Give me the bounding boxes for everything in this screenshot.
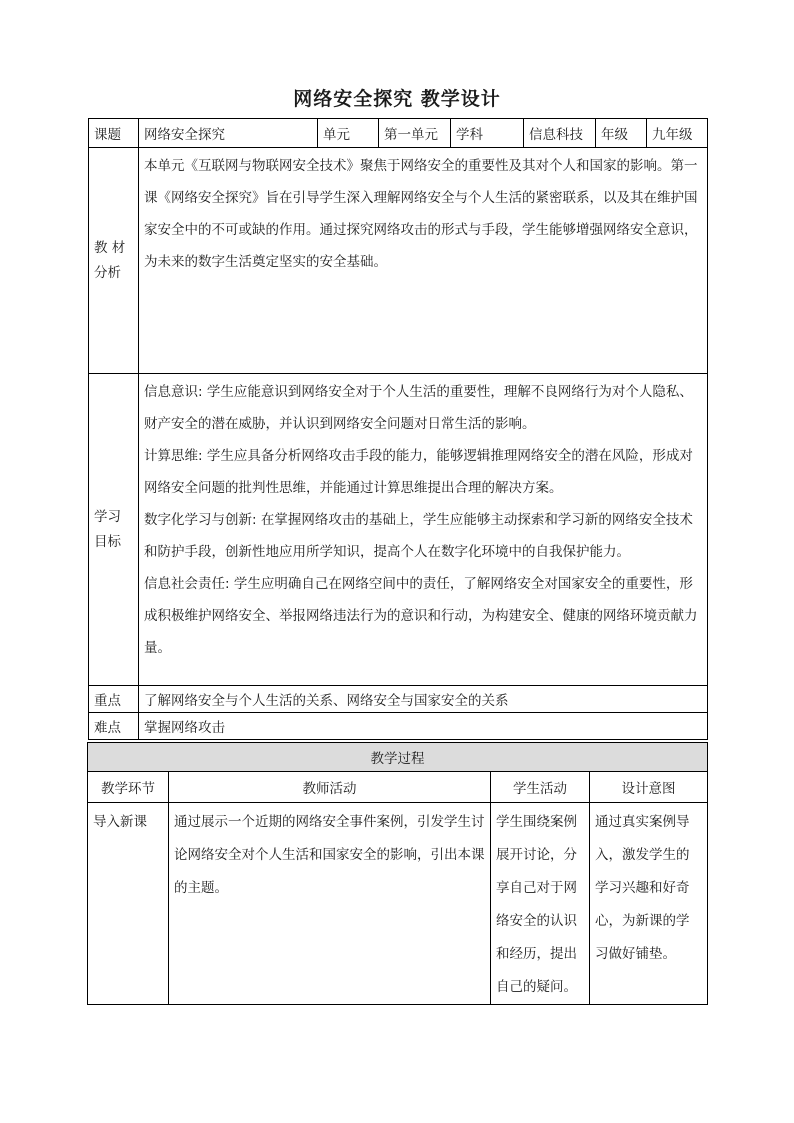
- material-label-line1: 教 材: [94, 239, 126, 256]
- goals-label-line1: 学习: [94, 508, 121, 525]
- goal-digital-innovation: 数字化学习与创新: 在掌握网络攻击的基础上，学生应能够主动探索和学习新的网络安全技术和防护手段，创新性地应用所学知识，提高个人在数字化环境中的自我保护能力。: [144, 512, 693, 560]
- key-point-label: 重点: [89, 686, 139, 713]
- process-columns-row: [88, 772, 708, 803]
- grade-label: 年级: [596, 119, 647, 148]
- subject-value: 信息科技: [524, 119, 596, 148]
- goals-row: [89, 374, 708, 686]
- process-row: [88, 803, 708, 1005]
- goals-content: [139, 374, 708, 686]
- goals-label: [89, 374, 139, 686]
- material-content: [139, 148, 708, 374]
- material-label: [89, 148, 139, 374]
- grade-value: 九年级: [647, 119, 708, 148]
- column-teacher-activity: 教师活动: [169, 772, 491, 803]
- process-stage: 导入新课: [88, 803, 169, 1005]
- header-row: [89, 119, 708, 148]
- document-title: 网络安全探究 教学设计: [293, 88, 501, 110]
- unit-value: 第一单元: [379, 119, 451, 148]
- lesson-info-table: [88, 118, 708, 740]
- material-text: 本单元《互联网与物联网安全技术》聚焦于网络安全的重要性及其对个人和国家的影响。第一课《网络安全探究》旨在引导学生深入理解网络安全与个人生活的紧密联系，以及其在维护国家安全中的不可或缺的作用。通过探究网络攻击的形式与手段，学生能够增强网络安全意识，为未来的数字生活奠定坚实的安全基础。: [144, 158, 698, 270]
- difficult-point-row: [89, 713, 708, 740]
- column-design-intent: 设计意图: [590, 772, 708, 803]
- key-point-text: 了解网络安全与个人生活的关系、网络安全与国家安全的关系: [139, 686, 708, 713]
- process-heading: 教学过程: [88, 743, 708, 772]
- process-teacher-activity: 通过展示一个近期的网络安全事件案例，引发学生讨论网络安全对个人生活和国家安全的影响，引出本课的主题。: [169, 803, 491, 1005]
- process-design-intent: 通过真实案例导入，激发学生的学习兴趣和好奇心，为新课的学习做好铺垫。: [590, 803, 708, 1005]
- difficult-point-label: 难点: [89, 713, 139, 740]
- column-student-activity: 学生活动: [491, 772, 590, 803]
- material-row: [89, 148, 708, 374]
- key-point-row: [89, 686, 708, 713]
- unit-label: 单元: [318, 119, 379, 148]
- goal-computational-thinking: 计算思维: 学生应具备分析网络攻击手段的能力，能够逻辑推理网络安全的潜在风险，形成对网络安全问题的批判性思维，并能通过计算思维提出合理的解决方案。: [144, 448, 693, 496]
- difficult-point-text: 掌握网络攻击: [139, 713, 708, 740]
- goal-info-awareness: 信息意识: 学生应能意识到网络安全对于个人生活的重要性，理解不良网络行为对个人隐私、财产安全的潜在威胁，并认识到网络安全问题对日常生活的影响。: [144, 384, 693, 432]
- material-label-line2: 分析: [94, 264, 121, 281]
- course-value: 网络安全探究: [139, 119, 318, 148]
- column-stage: 教学环节: [88, 772, 169, 803]
- goal-social-responsibility: 信息社会责任: 学生应明确自己在网络空间中的责任，了解网络安全对国家安全的重要性，形成积极维护网络安全、举报网络违法行为的意识和行动，为构建安全、健康的网络环境贡献力量。: [144, 576, 698, 656]
- subject-label: 学科: [451, 119, 524, 148]
- course-label: 课题: [89, 119, 139, 148]
- process-student-activity: 学生围绕案例展开讨论，分享自己对于网络安全的认识和经历，提出自己的疑问。: [491, 803, 590, 1005]
- goals-label-line2: 目标: [94, 533, 121, 550]
- teaching-process-table: [87, 742, 708, 1005]
- process-heading-row: [88, 743, 708, 772]
